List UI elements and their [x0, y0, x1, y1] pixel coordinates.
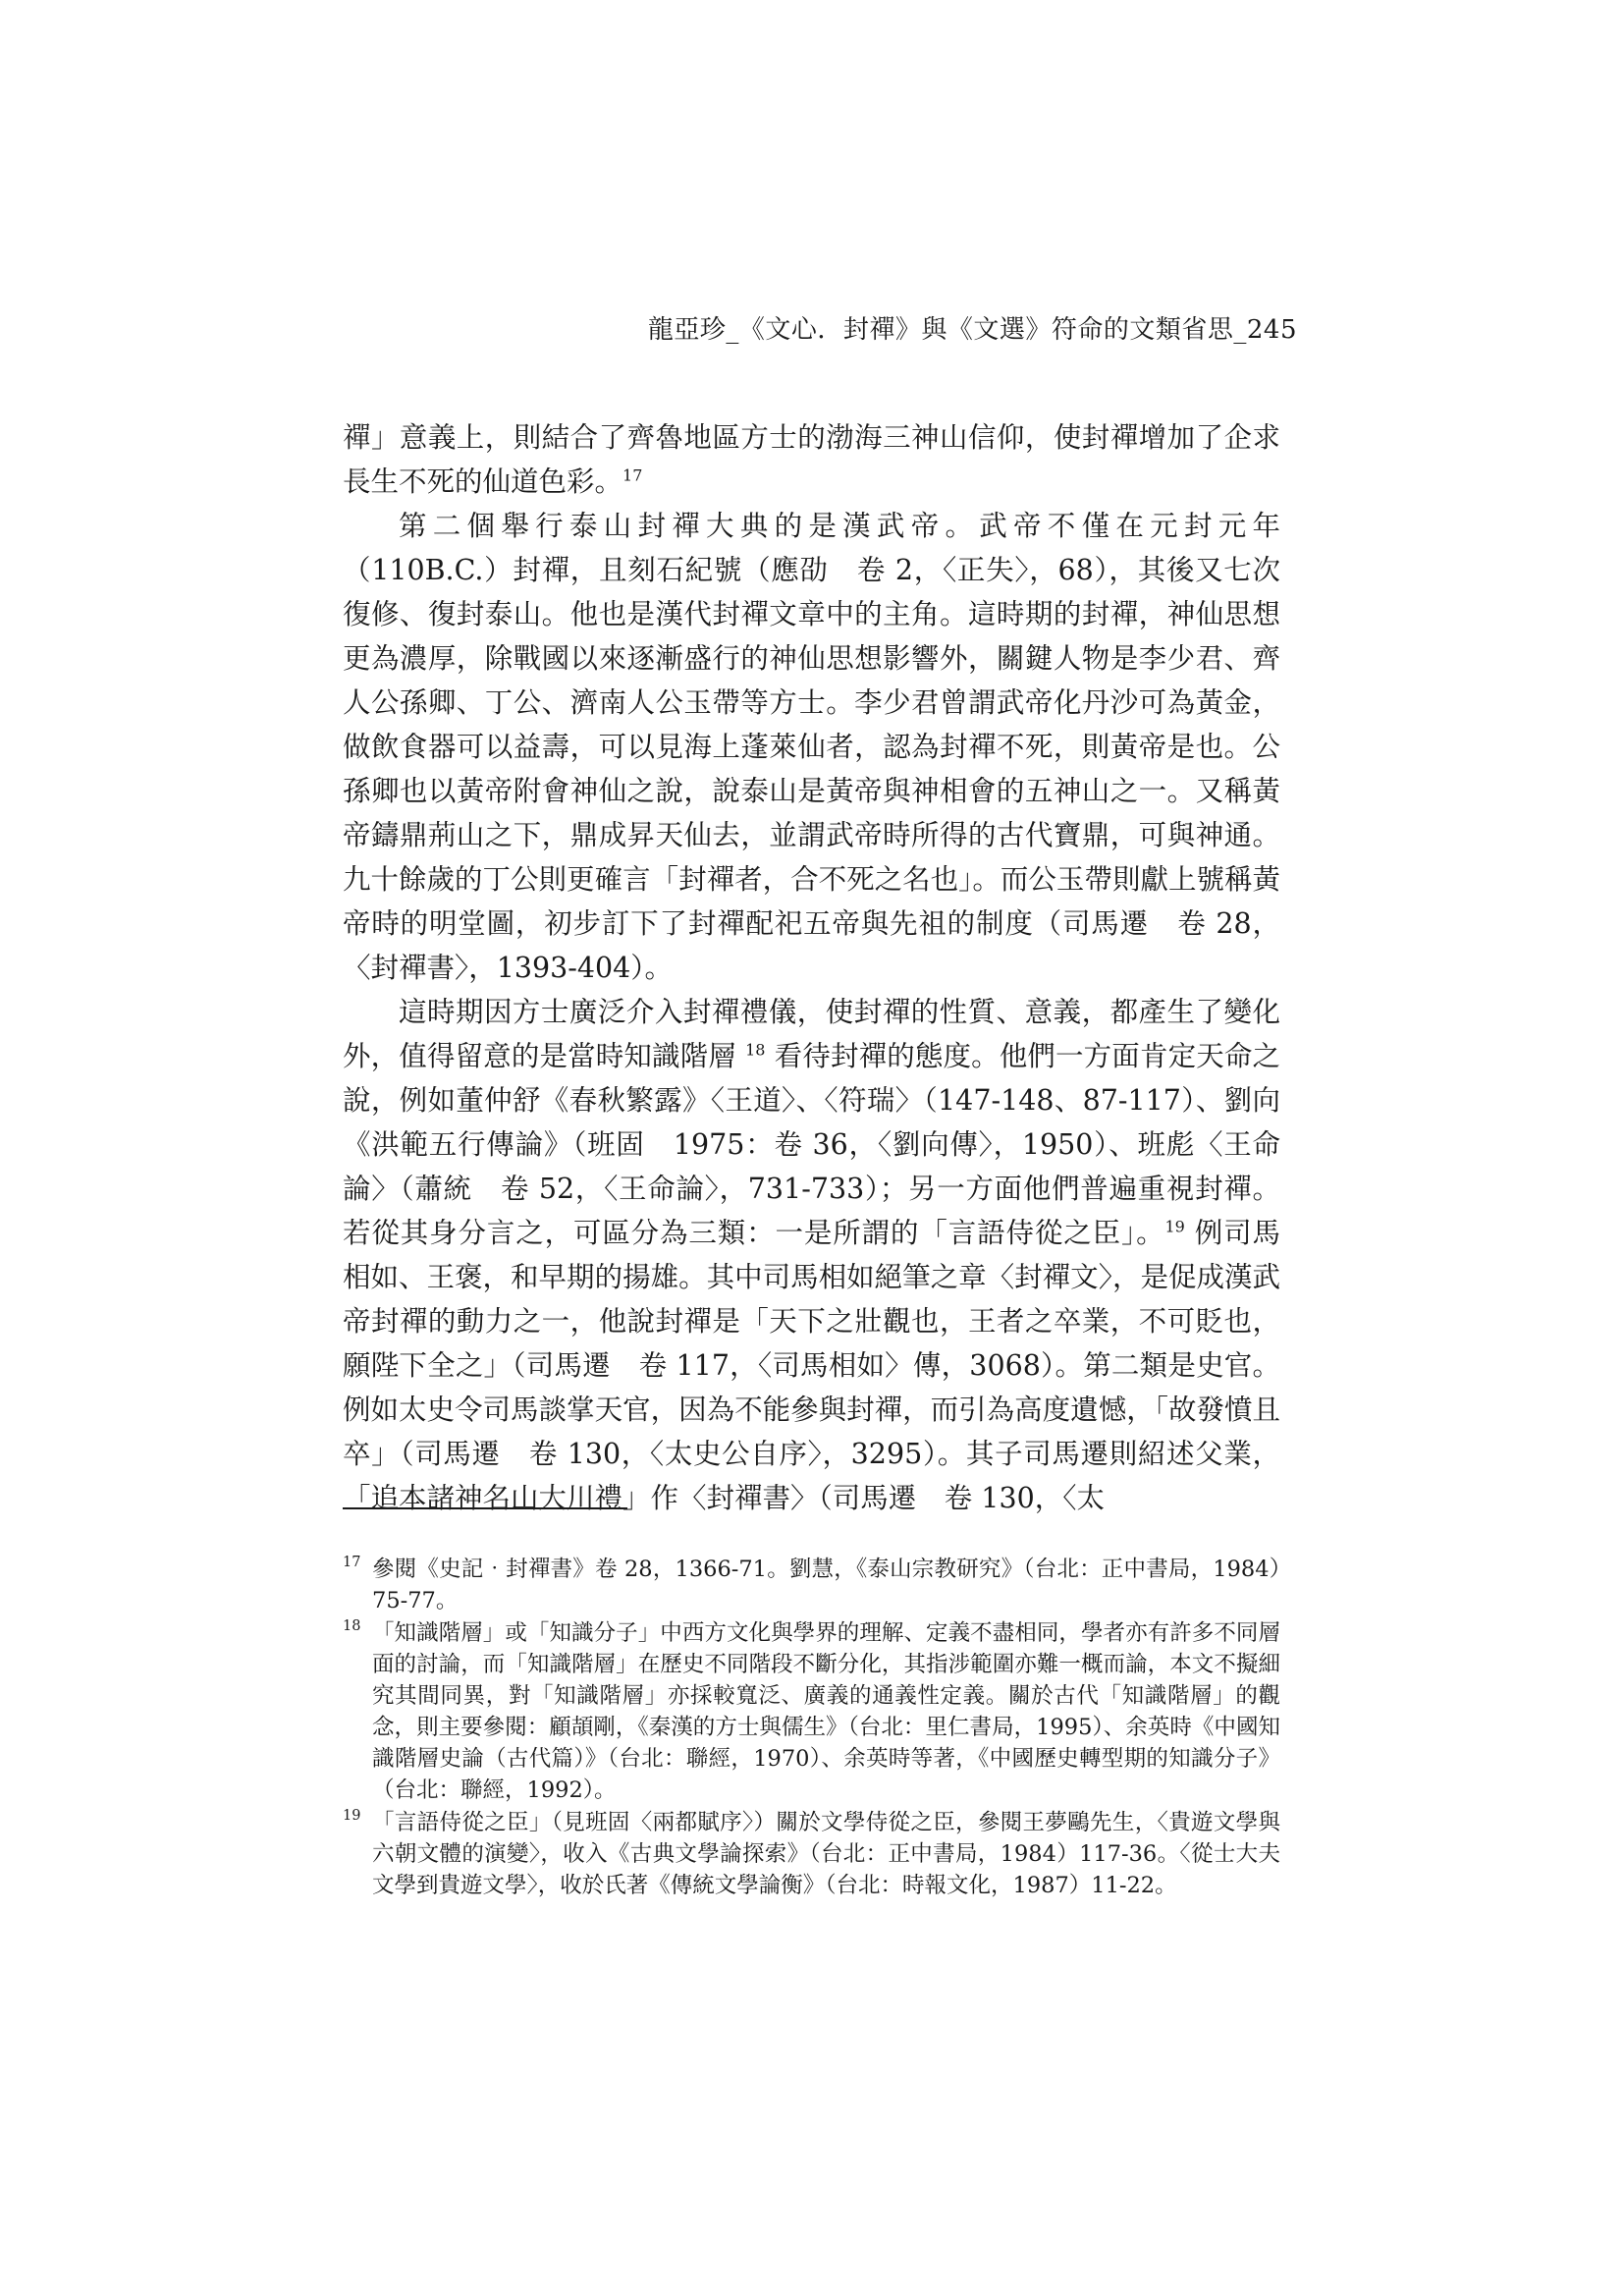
footnote-text: 「言語侍從之臣」（見班固〈兩都賦序〉）關於文學侍從之臣，參閱王夢鷗先生，〈貴遊文學與六朝文體的演變〉，收入《古典文學論探索》（台北：正中書局，1984）117-36。〈從士大夫文學到貴遊文學〉，收於氏著《傳統文學論衡》（台北：時報文化，1987）11-22。: [372, 1810, 1280, 1898]
footnote-ref-19[interactable]: 19: [1164, 1217, 1185, 1236]
footnote-number: 17: [343, 1555, 361, 1570]
footnote-separator: [343, 1507, 627, 1509]
footnote-ref-17[interactable]: 17: [622, 465, 643, 485]
paragraph-3-text-b: 看待封禪的態度。他們一方面肯定天命之說，例如董仲舒《春秋繁露》〈王道〉、〈符瑞〉（147-148、87-117）、劉向《洪範五行傳論》（班固 1975：卷 36，〈劉向傳〉，1950）、班彪〈王命論〉（蕭統 卷 52，〈王命論〉，731-733）；另一方面他們普遍重視封禪。若從其身分言之，可區分為三類：一是所謂的「言語侍從之臣」。: [343, 1040, 1280, 1249]
paragraph-1-text: 禪」意義上，則結合了齊魯地區方士的渤海三神山信仰，使封禪增加了企求長生不死的仙道色彩。: [343, 421, 1280, 498]
footnote-number: 18: [343, 1618, 361, 1634]
running-header: 龍亞珍_《文心．封禪》與《文選》符命的文類省思_245: [647, 315, 1297, 345]
paragraph-3-text-c: 例司馬相如、王褒，和早期的揚雄。其中司馬相如絕筆之章〈封禪文〉，是促成漢武帝封禪的動力之一，他說封禪是「天下之壯觀也，王者之卒業，不可貶也，願陛下全之」（司馬遷 卷 117，〈司馬相如〉傳，3068）。第二類是史官。例如太史令司馬談掌天官，因為不能參與封禪，而引為高度遺憾，「故發憤且卒」（司馬遷 卷 130，〈太史公自序〉，3295）。其子司馬遷則紹述父業，「追本諸神名山大川禮」作〈封禪書〉（司馬遷 卷 130，〈太: [343, 1217, 1280, 1514]
footnote-ref-18[interactable]: 18: [745, 1040, 766, 1060]
footnote-17: [343, 1554, 1280, 1616]
paragraph-2: 第二個舉行泰山封禪大典的是漢武帝。武帝不僅在元封元年（110B.C.）封禪，且刻石紀號（應劭 卷 2，〈正失〉，68），其後又七次復修、復封泰山。他也是漢代封禪文章中的主角。這時期的封禪，神仙思想更為濃厚，除戰國以來逐漸盛行的神仙思想影響外，關鍵人物是李少君、齊人公孫卿、丁公、濟南人公玉帶等方士。李少君曾謂武帝化丹沙可為黃金，做飲食器可以益壽，可以見海上蓬萊仙者，認為封禪不死，則黃帝是也。公孫卿也以黃帝附會神仙之說，說泰山是黃帝與神相會的五神山之一。又稱黃帝鑄鼎荊山之下，鼎成昇天仙去，並謂武帝時所得的古代寶鼎，可與神通。九十餘歲的丁公則更確言「封禪者，合不死之名也」。而公玉帶則獻上號稱黃帝時的明堂圖，初步訂下了封禪配祀五帝與先祖的制度（司馬遷 卷 28，〈封禪書〉，1393-404）。: [343, 510, 1280, 984]
body-text: [343, 415, 1280, 1520]
paragraph-1: [343, 415, 1280, 504]
footnote-text: 「知識階層」或「知識分子」中西方文化與學界的理解、定義不盡相同，學者亦有許多不同層面的討論，而「知識階層」在歷史不同階段不斷分化，其指涉範圍亦難一概而論，本文不擬細究其間同異，對「知識階層」亦採較寬泛、廣義的通義性定義。關於古代「知識階層」的觀念，則主要參閱：顧頡剛，《秦漢的方士與儒生》（台北：里仁書局，1995）、余英時《中國知識階層史論（古代篇）》（台北：聯經，1970）、余英時等著，《中國歷史轉型期的知識分子》（台北：聯經，1992）。: [372, 1620, 1280, 1803]
footnote-text: 參閱《史記‧封禪書》卷 28，1366-71。劉慧，《泰山宗教研究》（台北：正中書局，1984）75-77。: [372, 1557, 1280, 1613]
footnotes: [343, 1554, 1280, 1902]
paragraph-3-text-a: 這時期因方士廣泛介入封禪禮儀，使封禪的性質、意義，都產生了變化外，值得留意的是當時知識階層: [343, 996, 1280, 1072]
paragraph-3: [343, 990, 1280, 1520]
footnote-18: [343, 1617, 1280, 1806]
footnote-number: 19: [343, 1808, 361, 1824]
footnote-19: [343, 1807, 1280, 1901]
